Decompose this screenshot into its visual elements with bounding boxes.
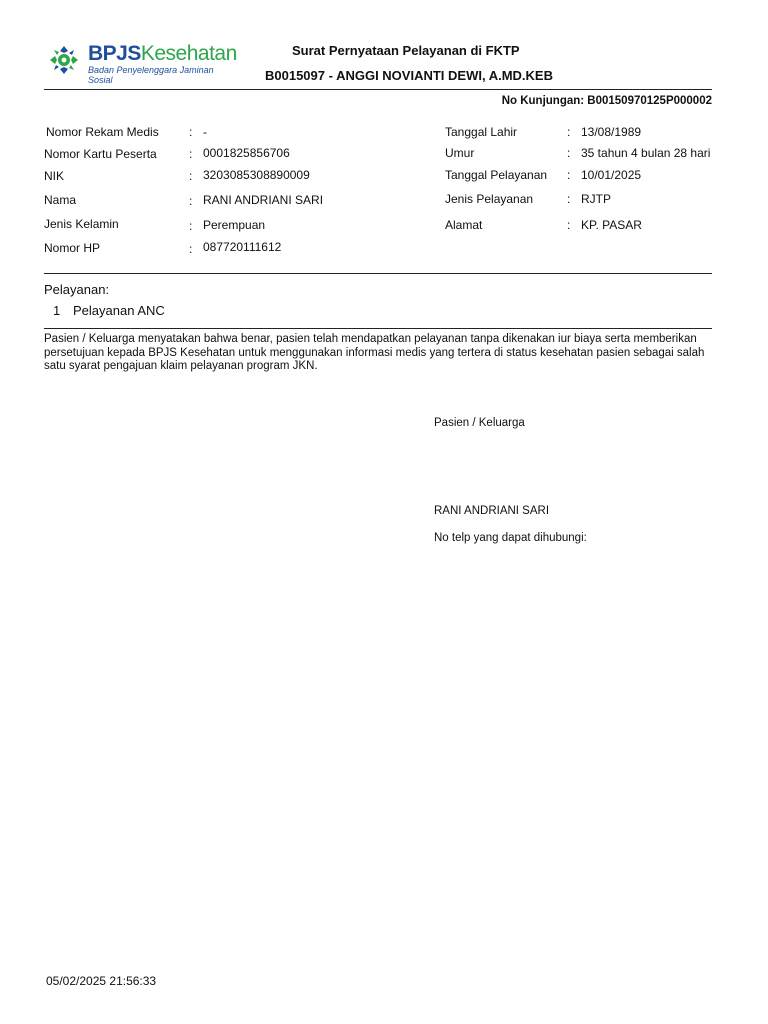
field-value: KP. PASAR xyxy=(581,218,642,232)
field-value: 3203085308890009 xyxy=(203,168,310,182)
field-colon: : xyxy=(189,242,193,256)
divider xyxy=(44,273,712,274)
field-label: Nomor HP xyxy=(44,241,101,255)
field-colon: : xyxy=(567,146,571,160)
bpjs-emblem-icon xyxy=(46,42,82,78)
field-value: RANI ANDRIANI SARI xyxy=(203,193,324,207)
field-value: RJTP xyxy=(581,192,611,206)
field-colon: : xyxy=(567,218,571,232)
signature-role: Pasien / Keluarga xyxy=(434,417,525,429)
bpjs-logo xyxy=(46,42,237,85)
printed-timestamp: 05/02/2025 21:56:33 xyxy=(46,974,157,988)
field-value: - xyxy=(203,125,207,139)
field-value: Perempuan xyxy=(203,218,266,232)
field-colon: : xyxy=(189,219,193,233)
field-label: Nomor Kartu Peserta xyxy=(44,147,157,161)
brand-name: BPJSKesehatan xyxy=(88,42,237,65)
field-value: 0001825856706 xyxy=(203,146,290,160)
field-label: Jenis Pelayanan xyxy=(445,192,534,206)
service-name: Pelayanan ANC xyxy=(73,303,165,318)
field-value: 13/08/1989 xyxy=(581,125,642,139)
services-heading: Pelayanan: xyxy=(44,282,110,297)
field-colon: : xyxy=(567,192,571,206)
field-colon: : xyxy=(189,147,193,161)
field-colon: : xyxy=(189,169,193,183)
field-label: Nama xyxy=(44,193,77,207)
field-colon: : xyxy=(189,125,193,139)
field-label: Jenis Kelamin xyxy=(44,217,119,231)
divider xyxy=(44,89,712,90)
field-label: Tanggal Lahir xyxy=(445,125,518,139)
document-title: Surat Pernyataan Pelayanan di FKTP xyxy=(292,43,520,58)
field-colon: : xyxy=(567,168,571,182)
visit-number: No Kunjungan: B00150970125P000002 xyxy=(501,95,712,107)
divider xyxy=(44,328,712,329)
field-colon: : xyxy=(189,194,193,208)
field-value: 087720111612 xyxy=(203,240,282,254)
phone-label: No telp yang dapat dihubungi: xyxy=(434,532,587,544)
field-value: 35 tahun 4 bulan 28 hari xyxy=(581,146,711,160)
field-label: Nomor Rekam Medis xyxy=(46,125,159,139)
field-colon: : xyxy=(567,125,571,139)
field-value: 10/01/2025 xyxy=(581,168,642,182)
consent-statement: Pasien / Keluarga menyatakan bahwa benar, pasien telah mendapatkan pelayanan tanpa dikenakan iur biaya serta memberikan persetujuan kepada BPJS Kesehatan untuk menggunakan informasi medis yang tertera di status kesehatan pasien sebagai salah satu syarat pengajuan klaim pelayanan program JKN. xyxy=(44,333,705,372)
field-label: Umur xyxy=(445,146,475,160)
brand-tagline: Badan Penyelenggara Jaminan Sosial xyxy=(88,65,214,85)
field-label: Alamat xyxy=(445,218,483,232)
field-label: NIK xyxy=(44,169,65,183)
field-label: Tanggal Pelayanan xyxy=(445,168,548,182)
signature-name: RANI ANDRIANI SARI xyxy=(434,505,550,517)
service-number: 1 xyxy=(53,303,61,318)
provider-name: B0015097 - ANGGI NOVIANTI DEWI, A.MD.KEB xyxy=(265,68,553,83)
